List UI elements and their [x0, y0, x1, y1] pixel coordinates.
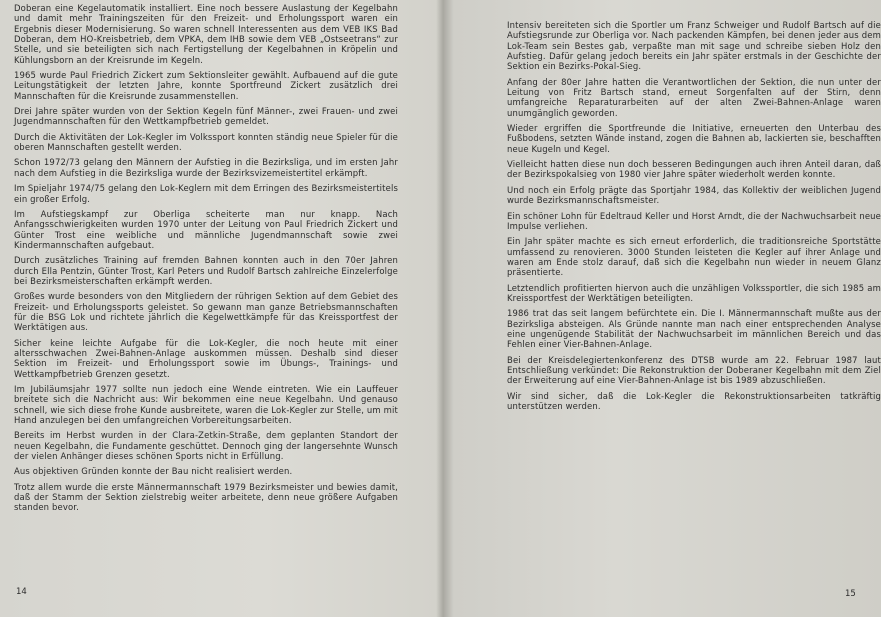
paragraph: Wir sind sicher, daß die Lok-Kegler die Rekonstruktionsarbeiten tatkräftig unterstützen werden.: [507, 390, 881, 411]
paragraph: Im Jubiläumsjahr 1977 sollte nun jedoch eine Wende eintreten. Wie ein Lauffeuer breitete sich die Nachricht aus: Wir bekommen eine neue Kegelbahn. Und genauso schnell, wie sich diese frohe Kunde ausbreitete, waren die Lok-Kegler zur Stelle, um mit Hand anzulegen bei den umfangreichen Vorbereitungsarbeiten.: [14, 384, 398, 426]
paragraph: Letztendlich profitierten hiervon auch die unzähligen Volkssportler, die sich 1985 am Kreissportfest der Werktätigen beteiligten.: [507, 282, 881, 303]
paragraph: Doberan eine Kegelautomatik installiert. Eine noch bessere Auslastung der Kegelbahn und damit mehr Trainingszeiten für den Freizeit- und Erholungssport waren ein Ergebnis dieser Modernisierung. So waren schnell Interessenten aus dem VEB IKS Bad Doberan, dem HO-Kreisbetrieb, dem VPKA, dem IHB sowie dem VEB „Ostseetrans“ zur Stelle, und sie beteiligten sich nach Fertigstellung der Kegelbahnen in Kröpelin und Kühlungsborn an der Kreisrunde im Kegeln.: [14, 3, 398, 65]
paragraph: Im Aufstiegskampf zur Oberliga scheiterte man nur knapp. Nach Anfangsschwierigkeiten wurden 1970 unter der Leitung von Paul Friedrich Zickert und Günter Trost eine weibliche und männliche Jugendmannschaft sowie zwei Kindermannschaften aufgebaut.: [14, 208, 398, 250]
paragraph: Sicher keine leichte Aufgabe für die Lok-Kegler, die noch heute mit einer altersschwachen Zwei-Bahnen-Anlage auskommen müssen. Deshalb sind dieser Sektion im Freizeit- und Erholungssport sowie im Übungs-, Trainings- und Wettkampfbetrieb Grenzen gesetzt.: [14, 337, 398, 379]
paragraph: Großes wurde besonders von den Mitgliedern der rührigen Sektion auf dem Gebiet des Freizeit- und Erholungssports geleistet. So gewann man ganze Betriebsmannschaften für die BSG Lok und richtete jährlich die Kegelwettkämpfe für das Kreissportfest der Werktätigen aus.: [14, 291, 398, 333]
paragraph: Wieder ergriffen die Sportfreunde die Initiative, erneuerten den Unterbau des Fußbodens, setzten Wände instand, zogen die Bahnen ab, lackierten sie, beschafften neue Kugeln und Kegel.: [507, 123, 881, 154]
paragraph: 1965 wurde Paul Friedrich Zickert zum Sektionsleiter gewählt. Aufbauend auf die gute Leitungstätigkeit der letzten Jahre, konnte Sportfreund Zickert zusätzlich drei Mannschaften für die Kreisrunde zusammenstellen.: [14, 70, 398, 101]
paragraph: Schon 1972/73 gelang den Männern der Aufstieg in die Bezirksliga, und im ersten Jahr nach dem Aufstieg in die Bezirksliga wurde der Bezirksvizemeistertitel erkämpft.: [14, 157, 398, 178]
paragraph: Trotz allem wurde die erste Männermannschaft 1979 Bezirksmeister und bewies damit, daß der Stamm der Sektion zielstrebig weiter arbeitete, denn neue größere Aufgaben standen bevor.: [14, 481, 398, 513]
paragraph: Intensiv bereiteten sich die Sportler um Franz Schweiger und Rudolf Bartsch auf die Aufstiegsrunde zur Oberliga vor. Nach packenden Kämpfen, bei denen jeder aus dem Lok-Team sein Bestes gab, verpaßte man mit sage und schreibe sieben Holz den Aufstieg. Dafür gelang jedoch bereits ein Jahr später erstmals in der Geschichte der Sektion ein Bezirks-Pokal-Sieg.: [507, 20, 881, 72]
paragraph: Im Spieljahr 1974/75 gelang den Lok-Keglern mit dem Erringen des Bezirksmeistertitels ein großer Erfolg.: [14, 183, 398, 204]
right-text-column: [507, 20, 881, 416]
paragraph: Aus objektiven Gründen konnte der Bau nicht realisiert werden.: [14, 466, 293, 477]
paragraph: Durch die Aktivitäten der Lok-Kegler im Volkssport konnten ständig neue Spieler für die oberen Mannschaften gestellt werden.: [14, 131, 398, 153]
paragraph: Bei der Kreisdelegiertenkonferenz des DTSB wurde am 22. Februar 1987 laut Entschließung verkündet: Die Rekonstruktion der Doberaner Kegelbahn mit dem Ziel der Erweiterung auf eine Vier-Bahnen-Anlage ist bis 1989 abzuschließen.: [507, 354, 881, 386]
page-number-right: 15: [845, 589, 856, 599]
left-page: [0, 0, 440, 617]
paragraph: Und noch ein Erfolg prägte das Sportjahr 1984, das Kollektiv der weiblichen Jugend wurde Bezirksmannschaftsmeister.: [507, 184, 881, 206]
page-number-left: 14: [16, 587, 27, 597]
paragraph: Ein schöner Lohn für Edeltraud Keller und Horst Arndt, die der Nachwuchsarbeit neue Impulse verliehen.: [507, 210, 881, 231]
paragraph: Drei Jahre später wurden von der Sektion Kegeln fünf Männer-, zwei Frauen- und zwei Jugendmannschaften für den Wettkampfbetrieb gemeldet.: [14, 106, 398, 127]
paragraph: Vielleicht hatten diese nun doch besseren Bedingungen auch ihren Anteil daran, daß der Bezirkspokalsieg von 1980 vier Jahre später wiederholt werden konnte.: [507, 159, 881, 180]
paragraph: 1986 trat das seit langem befürchtete ein. Die I. Männermannschaft mußte aus der Bezirksliga absteigen. Als Gründe nannte man nach einer entsprechenden Analyse eine ungenügende Stabilität der Nachwuchsarbeit im männlichen Bereich und das Fehlen einer Vier-Bahnen-Anlage.: [507, 308, 881, 350]
paragraph: Durch zusätzliches Training auf fremden Bahnen konnten auch in den 70er Jahren durch Ella Pentzin, Günter Trost, Karl Peters und Rudolf Bartsch zahlreiche Einzelerfolge bei Bezirksmeisterschaften erkämpft werden.: [14, 255, 398, 286]
paragraph: Bereits im Herbst wurden in der Clara-Zetkin-Straße, dem geplanten Standort der neuen Kegelbahn, die Fundamente geschüttet. Dennoch ging der langersehnte Wunsch der vielen Anhänger dieses schönen Sports nicht in Erfüllung.: [14, 430, 398, 462]
paragraph: Anfang der 80er Jahre hatten die Verantwortlichen der Sektion, die nun unter der Leitung von Fritz Bartsch stand, erneut Sorgenfalten auf der Stirn, denn umfangreiche Reparaturarbeiten auf der alten Zwei-Bahnen-Anlage waren unumgänglich geworden.: [507, 76, 881, 118]
paragraph: Ein Jahr später machte es sich erneut erforderlich, die traditionsreiche Sportstätte umfassend zu renovieren. 3000 Stunden leisteten die Kegler auf ihrer Anlage und waren am Ende stolz darauf, daß sich die Kegelbahn nun wieder in neuem Glanz präsentierte.: [507, 236, 881, 278]
right-page: [445, 0, 881, 617]
left-text-column: [14, 3, 398, 518]
